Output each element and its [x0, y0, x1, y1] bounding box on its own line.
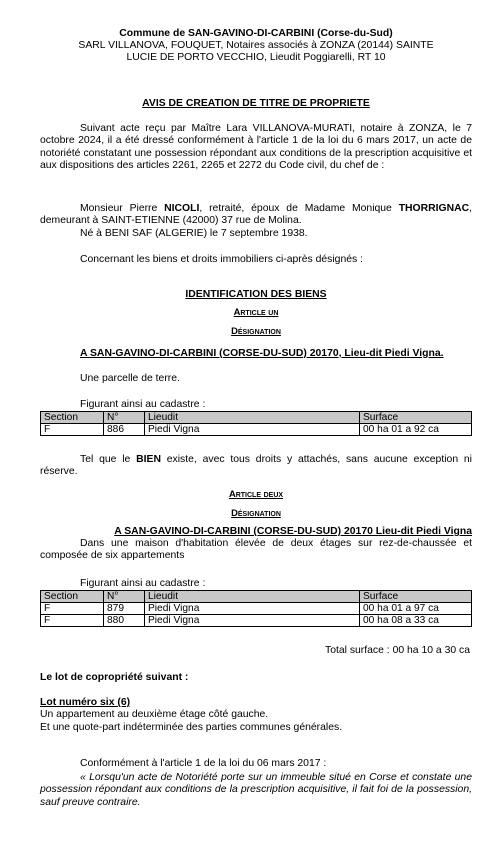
notaires-line-1: SARL VILLANOVA, FOUQUET, Notaires associés à ZONZA (20144) SAINTE: [78, 40, 434, 51]
article-2-cadastre-label: Figurant ainsi au cadastre :: [80, 578, 206, 589]
header-surface: Surface: [360, 412, 472, 424]
header-lieudit: Lieudit: [145, 591, 360, 603]
person-middle: , retraité, époux de Madame Monique: [199, 203, 399, 214]
identification-title: IDENTIFICATION DES BIENS: [185, 289, 327, 300]
person-birth: Né à BENI SAF (ALGERIE) le 7 septembre 1938.: [80, 228, 308, 239]
tel-que-bold: BIEN: [136, 454, 161, 465]
table-header-row: [41, 412, 472, 424]
tel-que-paragraph: [40, 454, 472, 479]
article-2-cadastre-table: [40, 590, 472, 627]
cell-number: 879: [104, 603, 145, 615]
concernant-line: Concernant les biens et droits immobiliers ci-après désignés :: [80, 254, 363, 265]
notice-title: AVIS DE CREATION DE TITRE DE PROPRIETE: [142, 98, 370, 109]
lot-line-1: Un appartement au deuxième étage côté gauche.: [40, 709, 269, 720]
article-1-location: A SAN-GAVINO-DI-CARBINI (CORSE-DU-SUD) 20170, Lieu-dit Piedi Vigna.: [80, 348, 444, 359]
notaires-line-2: LUCIE DE PORTO VECCHIO, Lieudit Poggiarelli, RT 10: [126, 52, 386, 63]
article-2-description: Dans une maison d'habitation élevée de deux étages sur rez-de-chaussée et composée de six appartements: [40, 538, 472, 562]
header-number: N°: [104, 412, 145, 424]
header-section: Section: [41, 412, 104, 424]
article-1-cadastre-table: [40, 411, 472, 436]
cell-surface: 00 ha 01 a 97 ca: [360, 603, 472, 615]
cell-lieudit: Piedi Vigna: [145, 615, 360, 627]
lot-intro: Le lot de copropriété suivant :: [40, 672, 189, 683]
table-row: [41, 603, 472, 615]
article-1-description: Une parcelle de terre.: [80, 373, 180, 384]
header-surface: Surface: [360, 591, 472, 603]
intro-paragraph: Suivant acte reçu par Maître Lara VILLANOVA-MURATI, notaire à ZONZA, le 7 octobre 2024, il a été dressé conformément à l'article 1 de la loi du 6 mars 2017, un acte de notoriété constatant une possession répondant aux conditions de la prescription acquisitive et aux dispositions des articles 2261, 2265 et 2272 du Code civil, du chef de :: [40, 123, 472, 171]
conform-quote: « Lorsqu'un acte de Notoriété porte sur un immeuble situé en Corse et constate une possession répondant aux conditions de la prescription acquisitive, il fait foi de la possession, sauf preuve contraire.: [40, 772, 472, 808]
article-2-label: Article deux: [228, 488, 284, 499]
table-row: [41, 615, 472, 627]
cell-section: F: [41, 603, 104, 615]
tel-que-after: existe, avec tous droits y attachés, sans aucune exception ni réserve.: [40, 454, 472, 478]
spouse-surname: THORRIGNAC: [398, 203, 470, 214]
cell-lieudit: Piedi Vigna: [145, 603, 360, 615]
table-header-row: [41, 591, 472, 603]
cell-number: 880: [104, 615, 145, 627]
header-lieudit: Lieudit: [145, 412, 360, 424]
cell-number: 886: [104, 424, 145, 436]
cell-lieudit: Piedi Vigna: [145, 424, 360, 436]
article-1-designation-label: Désignation: [231, 325, 281, 336]
cell-section: F: [41, 424, 104, 436]
tel-que-before: Tel que le: [80, 454, 137, 465]
conform-line: Conformément à l'article 1 de la loi du 06 mars 2017 :: [80, 758, 327, 769]
article-1-label: Article un: [233, 306, 279, 317]
lot-title: Lot numéro six (6): [40, 697, 131, 708]
lot-line-2: Et une quote-part indéterminée des parties communes générales.: [40, 722, 343, 733]
commune-line: Commune de SAN-GAVINO-DI-CARBINI (Corse-du-Sud): [119, 28, 393, 39]
header-section: Section: [41, 591, 104, 603]
person-suffix: , demeurant à SAINT-ETIENNE (42000) 37 rue de Molina.: [40, 203, 472, 227]
article-2-designation-label: Désignation: [231, 507, 281, 518]
article-2-location: A SAN-GAVINO-DI-CARBINI (CORSE-DU-SUD) 20170 Lieu-dit Piedi Vigna: [114, 526, 472, 537]
person-surname: NICOLI: [164, 203, 200, 214]
cell-surface: 00 ha 08 a 33 ca: [360, 615, 472, 627]
person-paragraph: [40, 203, 472, 228]
header-number: N°: [104, 591, 145, 603]
cell-surface: 00 ha 01 a 92 ca: [360, 424, 472, 436]
article-1-cadastre-label: Figurant ainsi au cadastre :: [80, 399, 206, 410]
cell-section: F: [41, 615, 104, 627]
table-row: [41, 424, 472, 436]
person-prefix: Monsieur Pierre: [80, 203, 165, 214]
total-surface: Total surface : 00 ha 10 a 30 ca: [325, 645, 470, 656]
